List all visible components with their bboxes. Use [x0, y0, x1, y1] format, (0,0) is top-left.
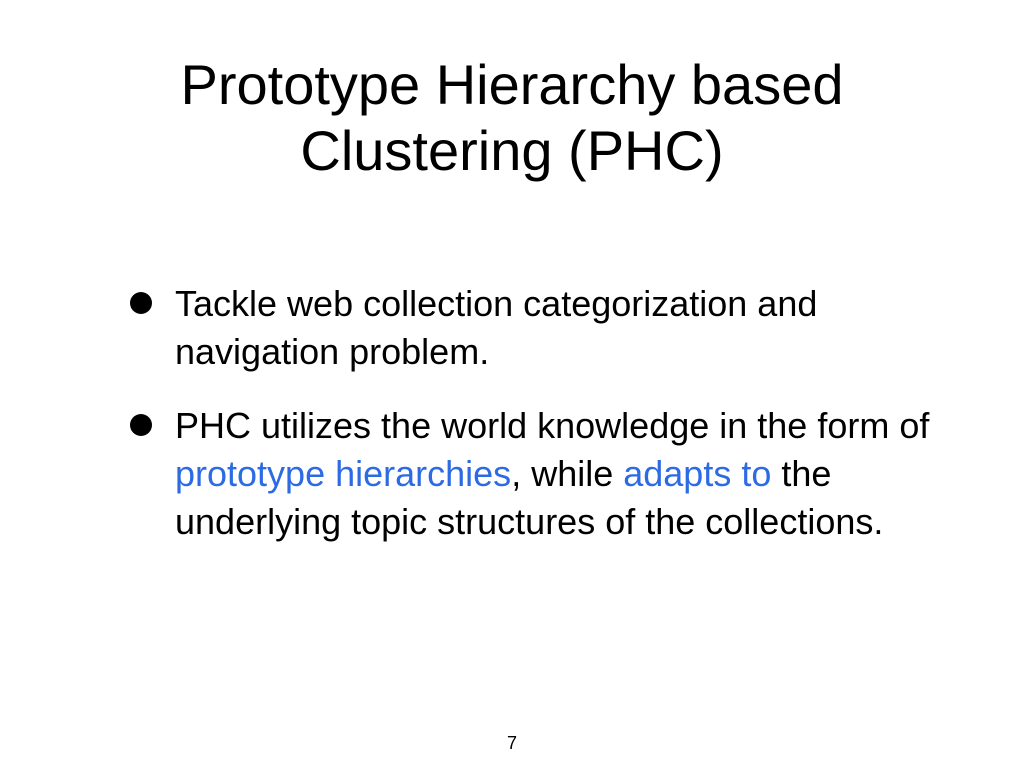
bullet-icon [130, 292, 152, 314]
bullet-text-part-3: the underlying topic structures of the collections. [175, 453, 884, 542]
slide-title [0, 52, 1024, 184]
bullet-list [128, 280, 948, 572]
bullet-text-part-2: , while [511, 453, 624, 494]
slide-title-line-1: Prototype Hierarchy based [180, 53, 844, 116]
slide-title-line-2: Clustering (PHC) [300, 119, 724, 182]
bullet-item-phc [128, 402, 948, 546]
bullet-text: Tackle web collection categorization and navigation problem. [175, 283, 818, 372]
page-number: 7 [506, 733, 517, 753]
bullet-text-part-1: PHC utilizes the world knowledge in the form of [175, 405, 930, 446]
bullet-item-categorization [128, 280, 948, 376]
highlight-adapts-to: adapts to [623, 453, 772, 494]
bullet-icon [130, 414, 152, 436]
highlight-prototype-hierarchies: prototype hierarchies [175, 453, 512, 494]
